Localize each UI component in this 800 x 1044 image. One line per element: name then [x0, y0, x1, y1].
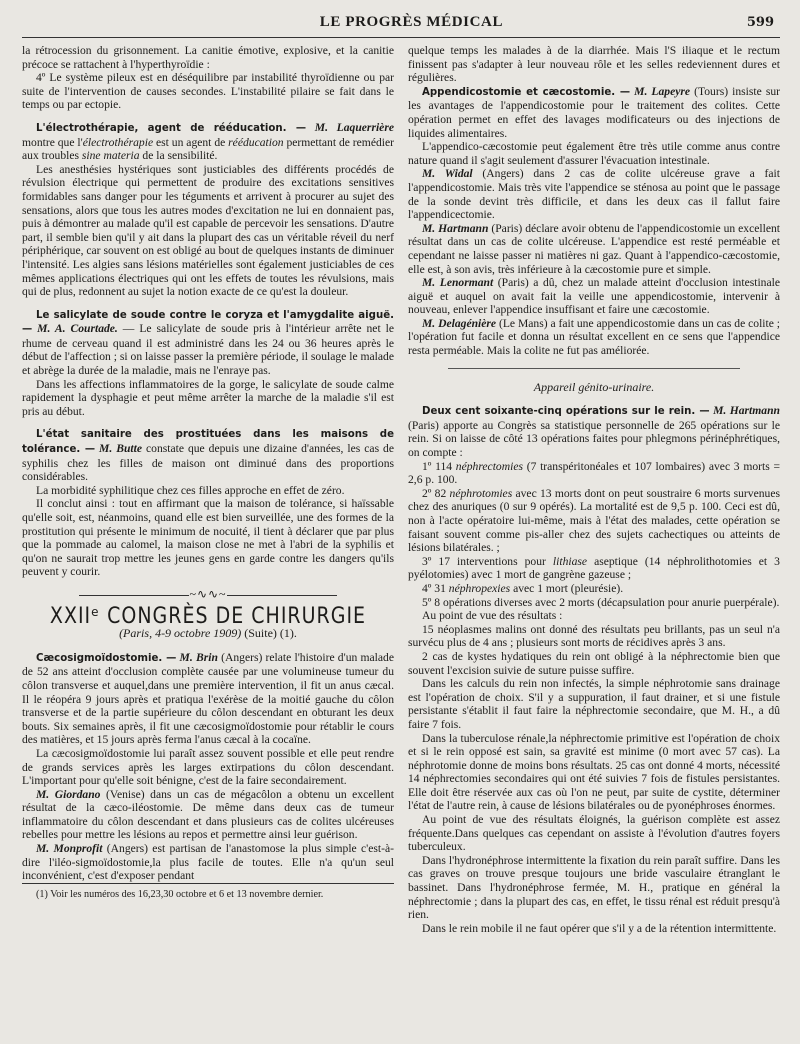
text: (Paris) déclare avoir obtenu de l'appendicostomie un excellent résultat dans un cas de colite ulcéreuse. L'appendice est resté perméable et cependant ne laisse passer ni matières ni gaz. Quant à l'appendico-cæcostomie, elle est, à son avis, très inférieure à la cæcostomie pure et simple. — [408, 221, 780, 276]
right-column — [408, 44, 780, 935]
author-name: M. Monprofit — [36, 842, 103, 856]
text: (Paris) apporte au Congrès sa statistique personnelle de 265 opérations sur le rein. Si on laisse de côté 13 opérations faites pour phlegmons périnéphrétiques, on compte : — [408, 418, 780, 460]
article-etat-sanitaire — [22, 427, 394, 483]
text: aseptique (14 néphrolithotomies et 3 pyélotomies) avec 1 mort de gangrène gazeuse ; — [408, 554, 780, 582]
left-column — [22, 44, 394, 935]
paragraph: quelque temps les malades à de la diarrhée. Mais l'S iliaque et le rectum finissent pas s'adapter à leur nouveau rôle et les selles redeviennent dures et régulières. — [408, 44, 780, 85]
text: — Le salicylate de soude pris à l'intérieur arrête net le rhume de cerveau quand il est administré dans les 24 ou 36 heures après le début de l'affection ; si on laisse passer la première période, il soulage le malade et abrège la durée de la maladie, mais ne l'enraye pas. — [22, 322, 394, 378]
text: 4º 31 — [422, 581, 449, 595]
section-heading: Appareil génito-urinaire. — [533, 379, 655, 394]
text: (Angers) dans 2 cas de colite ulcéreuse grave a fait l'appendicostomie. Mais très vite l'appendice se sténosa au point que le passage de la sonde devint très difficile, et dans les deux cas il fallut faire l'appendicectomie. — [408, 167, 781, 222]
article-heading: Appendicostomie et cæcostomie. — — [422, 86, 631, 98]
text: (Angers) relate l'histoire d'un malade de 52 ans atteint d'occlusion complète causée par une volumineuse tumeur du côlon transverse et auquel,dans une première intervention, il fit un anus cæcal. Il le réopéra 9 jours après et pratiqua l'exérèse de la moitié gauche du côlon transverse et de la partie supérieure du côlon descendant en obturant les deux bouts. Six semaines après, il fit une cæcosigmoïdostomie pour rétablir le cours des matières, et 15 jours après ferma l'anus cæcal à la cocaïne. — [22, 650, 394, 747]
paragraph: Au point de vue des résultats éloignés, la guérison complète est assez fréquente.Dans quelques cas cependant on assiste à l'évolution d'autres foyers tuberculeux. — [408, 813, 780, 854]
paragraph — [22, 842, 394, 883]
author-name: M. Lapeyre — [634, 84, 691, 98]
italic-term: néphrectomies — [455, 459, 523, 473]
text: (Paris) a dû, chez un malade atteint d'occlusion intestinale aiguë et auquel on avait fait la veille une appendicostomie, intervenir à nouveau, enlever l'appendice insuffisant et faire une cæcostomie. — [408, 276, 780, 317]
paragraph: la rétrocession du grisonnement. La canitie émotive, explosive, et la canitie précoce se rattachent à l'hyperthyroïdie : — [22, 44, 394, 71]
article-heading: Le salicylate de soude contre le coryza et l'amygdalite aiguë. — — [22, 309, 394, 336]
footnote: (1) Voir les numéros des 16,23,30 octobre et 6 et 13 novembre dernier. — [22, 883, 394, 902]
text: 1º 114 — [422, 459, 456, 473]
article-heading: L'électrothérapie, agent de rééducation. — — [36, 122, 307, 134]
paragraph: 4º Le système pileux est en déséquilibre par instabilité thyroïdienne ou par suite de l'intervention de causes secondes. L'instabilité pilaire se fait dans le temps ou par ectopie. — [22, 71, 394, 112]
congress-dates: (Paris, 4-9 octobre 1909) — [119, 626, 245, 641]
text: de la sensibilité. — [139, 149, 218, 163]
paragraph — [22, 788, 394, 842]
italic-term: néphropexies — [448, 581, 511, 595]
author-name: M. Brin — [179, 650, 218, 664]
paragraph — [408, 167, 780, 221]
section-rule — [448, 368, 740, 369]
paragraph: La morbidité syphilitique chez ces filles approche en effet de zéro. — [36, 483, 345, 497]
paragraph — [408, 317, 780, 358]
text: montre que l' — [22, 135, 83, 149]
italic-term: néphrotomies — [449, 486, 513, 500]
italic-term: lithiase — [552, 554, 588, 568]
text: constate que depuis une dizaine d'années, les cas de syphilis chez les filles de maison ont diminué dans des proportions considérables. — [22, 442, 394, 484]
author-name: M. Butte — [99, 442, 143, 456]
text: (Le Mans) a fait une appendicostomie dans un cas de colite ; l'opération fut facile et donna un résultat excellent en ce sens que l'appendice resta perméable. Mais la colite ne fut pas améliorée. — [408, 316, 781, 358]
paragraph: Dans l'hydronéphrose intermittente la fixation du rein paraît suffire. Dans les cas graves on trouve presque toujours une bride vasculaire étranglant le bassinet. Dans l'hydronéphrose fermée, M. H., pratique en général la néphrectomie ; dans la plupart des cas, en effet, le tissu rénal est réduit presqu'à rien. — [408, 853, 780, 922]
congress-title: XXIIᵉ CONGRÈS DE CHIRURGIE — [49, 602, 367, 629]
text: (Angers) est partisan de l'anastomose la plus simple c'est-à-dire l'iléo-sigmoïdostomie,la plus facile de toutes. Elle n'a qu'un seul inconvénient, c'est d'exposer pendant — [22, 842, 394, 883]
list-item — [408, 582, 780, 596]
article-caecosigmoidostomie — [22, 651, 394, 747]
list-item — [408, 487, 780, 555]
paragraph: Dans les calculs du rein non infectés, la simple néphrotomie sans drainage est l'opération de choix. S'il y a suppuration, il faut drainer, et si une fistule persistante s'établit il faut faire la néphrectomie secondaire, que M. H., a dû faire 7 fois. — [408, 677, 780, 731]
paragraph: Au point de vue des résultats : — [422, 609, 563, 623]
italic-term: électrothérapie — [82, 135, 154, 149]
text: 2º 82 — [422, 486, 450, 500]
article-heading: Deux cent soixante-cinq opérations sur le rein. — — [422, 406, 710, 418]
article-salicylate — [22, 308, 394, 378]
author-name: M. Giordano — [36, 787, 101, 801]
list-item — [408, 460, 780, 487]
italic-term: sine materia — [81, 149, 140, 163]
paragraph: Dans le rein mobile il ne faut opérer que s'il y a de la rétention intermittente. — [422, 921, 777, 935]
article-heading: Cæcosigmoïdostomie. — — [36, 652, 177, 664]
list-item: 5º 8 opérations diverses avec 2 morts (décapsulation pour anurie puerpérale). — [422, 595, 780, 609]
paragraph: La cæcosigmoïdostomie lui paraît assez souvent possible et elle peut rendre de grands services après les larges extirpations du côlon descendant. L'important pour qu'elle soit bénigne, c'est de la faire secondairement. — [22, 746, 394, 788]
paragraph: Il conclut ainsi : tout en affirmant que la maison de tolérance, si haïssable qu'elle soit, est, néanmoins, quand elle est bien surveillée, une des formes de la prostitution qui présente le minimum de nocuité, il tient à déclarer que par plus que la pommade au calomel, la maison close ne met à l'abri de la syphilis et qu'on ne saurait trop mettre les jeunes gens en garde contre les dangers qu'ils peuvent y courir. — [22, 497, 394, 579]
author-name: M. Hartmann — [422, 221, 489, 235]
italic-term: rééducation — [228, 135, 284, 149]
author-name: M. Laquerrière — [314, 120, 394, 134]
paragraph — [408, 276, 780, 317]
text: (7 transpéritonéales et 107 lombaires) avec 3 morts = 2,6 p. 100. — [408, 459, 780, 487]
article-heading: L'état sanitaire des prostituées dans les maisons de tolérance. — — [22, 429, 394, 456]
paragraph: 2 cas de kystes hydatiques du rein ont obligé à la néphrectomie bien que souvent l'excision suivie de suture puisse suffire. — [408, 649, 780, 677]
author-name: M. Delagénière — [422, 316, 497, 330]
text: (Venise) dans un cas de mégacôlon a obtenu un excellent résultat de la cæco-iléostomie. De même dans deux cas de tumeur inflammatoire du côlon descendant et dans plusieurs cas de colites ulcéreuses rebelles pour mettre les lésions au repos et permettre ainsi leur guérison. — [22, 787, 394, 842]
text: est un agent de — [153, 135, 229, 149]
author-name: M. Widal — [422, 167, 473, 181]
congress-subtitle — [22, 627, 394, 641]
paragraph — [408, 222, 780, 276]
paragraph: Dans les affections inflammatoires de la gorge, le salicylate de soude calme rapidement la dysphagie et peut même arrêter la marche de la maladie s'il est pris au début. — [22, 377, 394, 418]
paragraph: Dans la tuberculose rénale,la néphrectomie primitive est l'opération de choix et si le rein opposé est sain, sa gravité est minime (0 mort avec 57 cas). La néphrotomie donne de moins bons résultats. 25 cas ont donné 4 morts, nécessité 14 néphrectomies secondaires qui ont été suivies 7 fois de fistules persistantes. Elle doit être réservée aux cas où l'on ne peut, par suite de cystite, déterminer l'état de l'autre rein, à cause de lésions bilatérales ou de pyonéphroses énormes. — [408, 731, 780, 813]
ornamental-divider: ~∿∿~ — [22, 588, 394, 602]
congress-suite: (Suite) (1). — [244, 626, 297, 641]
list-item — [408, 555, 780, 582]
text: permettant de remédier aux troubles — [22, 135, 394, 163]
page-header — [22, 14, 780, 38]
author-name: M. A. Courtade. — [37, 322, 118, 336]
article-electrotherapie — [22, 121, 394, 163]
article-operations-rein — [408, 404, 780, 459]
paragraph: L'appendico-cæcostomie peut également être très utile comme anus contre nature quand il s'agit seulement d'assurer l'évacuation intestinale. — [408, 140, 780, 167]
journal-title: LE PROGRÈS MÉDICAL — [319, 14, 504, 30]
article-appendicostomie — [408, 85, 780, 140]
text: avec 13 morts dont on peut soustraire 6 morts survenues chez des anuriques (0 sur 9 opérés). La mortalité est de 9,5 p. 100. Ceci est dû, non à l'acte opératoire lui-même, mais à l'état des malades, cette opération se faisant souvent comme pis-aller chez des sujets cachectiques ou atteints de lésions bilatérales. ; — [408, 486, 780, 555]
two-column-body — [22, 44, 780, 935]
text: avec 1 mort (pleurésie). — [510, 581, 624, 595]
text: 3º 17 interventions pour — [422, 554, 553, 568]
author-name: M. Hartmann — [713, 404, 780, 418]
author-name: M. Lenormant — [422, 276, 494, 290]
paragraph: 15 néoplasmes malins ont donné des résultats peu brillants, pas un seul n'a survécu plus de 4 ans ; plusieurs sont morts de récidives après 3 ans. — [408, 622, 780, 650]
text: (Tours) insiste sur les avantages de l'appendicostomie pour le traitement des colites. Cette opération permet en effet des lavages modificateurs ou des injections de liquides alimentaires. — [408, 84, 780, 140]
page-number: 599 — [746, 15, 774, 30]
paragraph: Les anesthésies hystériques sont justiciables des différents procédés de révulsion électrique qui permettent de produire des excitations sensitives formidables sans danger pour les téguments et arrivent à procurer au sujet des sensations, alors que tous les autres modes d'excitation ne lui en donnaient pas, puis à démontrer au malade qu'il est capable de percevoir les sensations. D'autre part, il semble bien qu'il y ait dans la plupart des cas un véritable réveil du nerf périphérique, car souvent on est obligé au bout de quelques instants de diminuer l'intensité. Les algies sans lésions matérielles sont également justiciables de ces mêmes applications électriques qui ont les effets de toutes les révulsions, mais qui de plus, redonnent au sujet la notion exacte de ce qu'est la douleur. — [22, 162, 394, 299]
